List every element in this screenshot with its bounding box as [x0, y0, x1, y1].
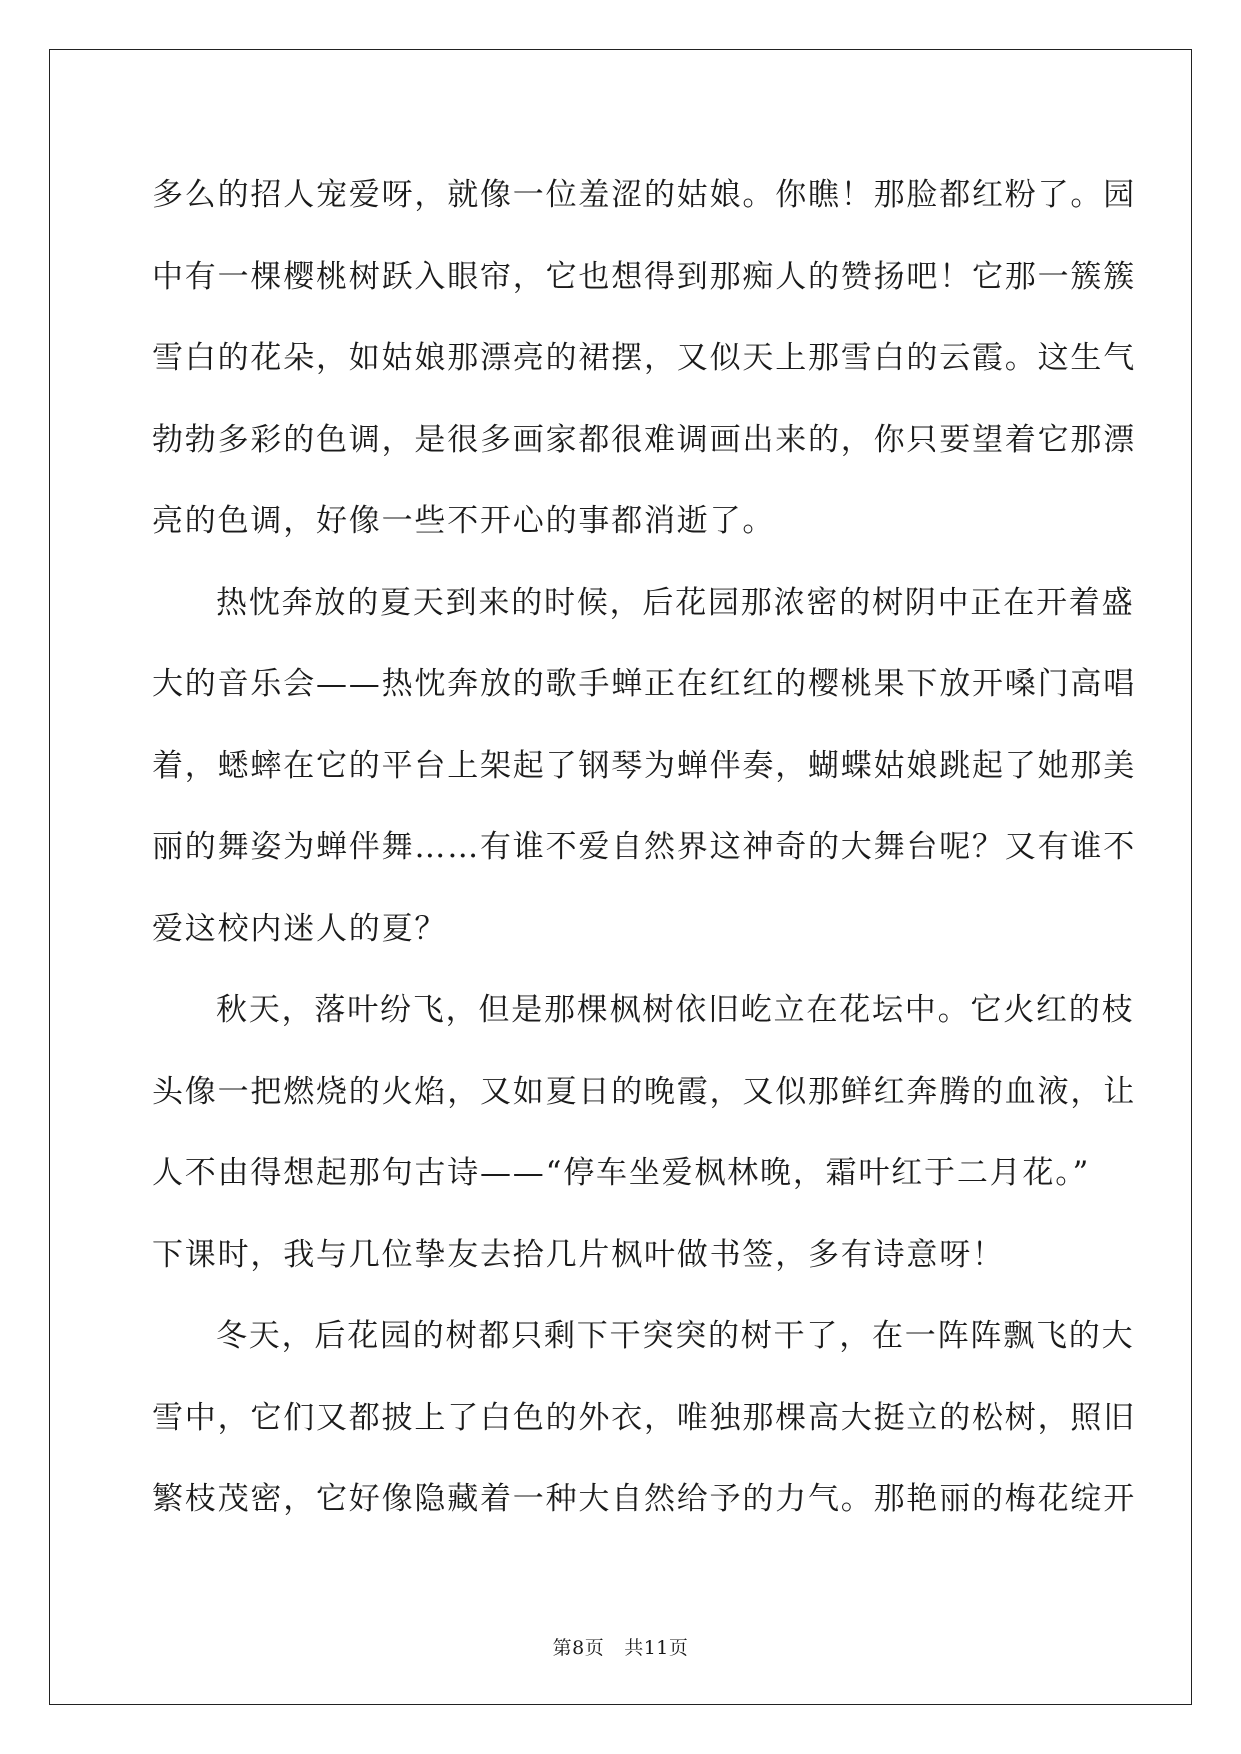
text-line: 着，蟋蟀在它的平台上架起了钢琴为蝉伴奏，蝴蝶姑娘跳起了她那美	[152, 747, 1136, 784]
text-line: 丽的舞姿为蝉伴舞……有谁不爱自然界这神奇的大舞台呢？又有谁不	[152, 829, 1136, 865]
text-line: 雪中，它们又都披上了白色的外衣，唯独那棵高大挺立的松树，照旧	[152, 1399, 1136, 1436]
total-page-count: 共11页	[624, 1637, 689, 1659]
text-line: 热忱奔放的夏天到来的时候，后花园那浓密的树阴中正在开着盛	[216, 584, 1135, 621]
text-line: 头像一把燃烧的火焰，又如夏日的晚霞，又似那鲜红奔腾的血液，让	[152, 1073, 1136, 1110]
text-line: 繁枝茂密，它好像隐藏着一种大自然给予的力气。那艳丽的梅花绽开	[152, 1481, 1136, 1517]
text-line: 冬天，后花园的树都只剩下干突突的树干了，在一阵阵飘飞的大	[216, 1318, 1135, 1354]
current-page-number: 第8页	[552, 1637, 605, 1659]
body-text	[152, 155, 1136, 1541]
text-line: 下课时，我与几位挚友去拾几片枫叶做书签，多有诗意呀！	[152, 1236, 1005, 1273]
text-line: 大的音乐会——热忱奔放的歌手蝉正在红红的樱桃果下放开嗓门高唱	[152, 666, 1136, 702]
text-line: 亮的色调，好像一些不开心的事都消逝了。	[152, 503, 776, 539]
page-footer	[0, 1633, 1241, 1660]
text-line: 中有一棵樱桃树跃入眼帘，它也想得到那痴人的赞扬吧！它那一簇簇	[152, 258, 1136, 295]
text-line: 人不由得想起那句古诗——“停车坐爱枫林晚，霜叶红于二月花。”	[152, 1155, 1091, 1191]
text-line: 勃勃多彩的色调，是很多画家都很难调画出来的，你只要望着它那漂	[152, 421, 1136, 458]
text-line: 多么的招人宠爱呀，就像一位羞涩的姑娘。你瞧！那脸都红粉了。园	[152, 177, 1136, 213]
text-line: 爱这校内迷人的夏？	[152, 910, 448, 947]
text-line: 雪白的花朵，如姑娘那漂亮的裙摆，又似天上那雪白的云霞。这生气	[152, 340, 1136, 376]
text-line: 秋天，落叶纷飞，但是那棵枫树依旧屹立在花坛中。它火红的枝	[216, 992, 1135, 1028]
